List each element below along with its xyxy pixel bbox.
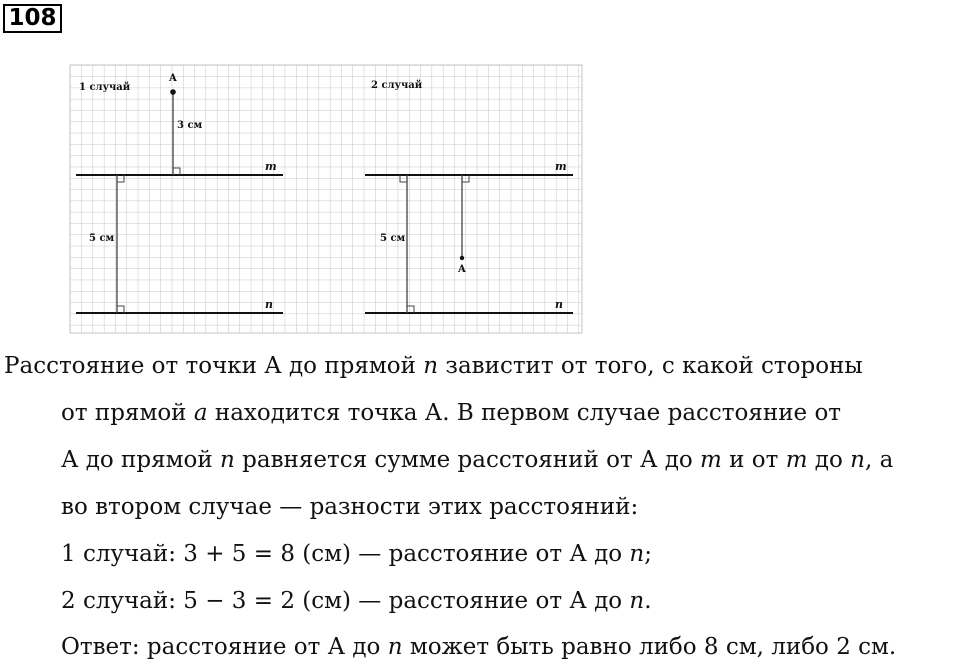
text-l6a: 2 случай: 5 − 3 = 2 (см) — расстояние от А до <box>61 588 630 614</box>
text-l2b: находится точка А. В первом случае расстояние от <box>207 400 842 426</box>
case2-point-a <box>460 256 464 260</box>
text-l3c: и от <box>721 447 786 473</box>
case2-label-a: A <box>458 264 466 275</box>
case1-label-n: n <box>265 298 273 311</box>
var-a: a <box>193 400 208 426</box>
var-n: n <box>629 588 645 614</box>
problem-number: 108 <box>3 4 62 33</box>
var-m: m <box>785 447 808 473</box>
case1-label-a: A <box>169 73 177 84</box>
text-l3d: до <box>807 447 851 473</box>
text-l6b: . <box>644 588 652 614</box>
text-l3a: А до прямой <box>61 447 220 473</box>
var-m: m <box>700 447 722 473</box>
text-l3e: , а <box>864 447 894 473</box>
solution-line-6 <box>61 586 652 616</box>
text-l5a: 1 случай: 3 + 5 = 8 (см) — расстояние от А до <box>61 541 630 567</box>
case1-label-m: m <box>265 160 277 173</box>
solution-line-5 <box>61 539 652 569</box>
solution-line-4 <box>61 492 638 522</box>
case1-dist-a: 3 см <box>177 120 203 131</box>
grid-paper <box>70 65 582 333</box>
case2-label-n: n <box>555 298 563 311</box>
answer-line <box>61 632 896 662</box>
solution-line-3 <box>61 445 893 475</box>
text-l1a: Расстояние от точки А до прямой <box>4 353 424 379</box>
case2-label-m: m <box>555 160 567 173</box>
case2-title: 2 случай <box>371 80 423 91</box>
case1-point-a <box>170 89 176 95</box>
text-l7a: Ответ: расстояние от А до <box>61 634 388 660</box>
text-l2a: от прямой <box>61 400 194 426</box>
case2-dist-mn: 5 см <box>380 233 406 244</box>
case1-dist-mn: 5 см <box>89 233 115 244</box>
text-l7b: может быть равно либо 8 см, либо 2 см. <box>402 634 897 660</box>
var-n: n <box>850 447 865 473</box>
var-n: n <box>423 353 439 379</box>
text-l4: во втором случае — разности этих расстояний: <box>61 494 639 520</box>
text-l1b: завистит от того, с какой стороны <box>438 353 863 379</box>
solution-line-1 <box>4 351 863 381</box>
var-n: n <box>220 447 235 473</box>
text-l5b: ; <box>644 541 652 567</box>
var-n: n <box>629 541 645 567</box>
solution-line-2 <box>61 398 841 428</box>
text-l3b: равняется сумме расстояний от А до <box>234 447 701 473</box>
case1-title: 1 случай <box>79 82 131 93</box>
var-n: n <box>387 634 403 660</box>
